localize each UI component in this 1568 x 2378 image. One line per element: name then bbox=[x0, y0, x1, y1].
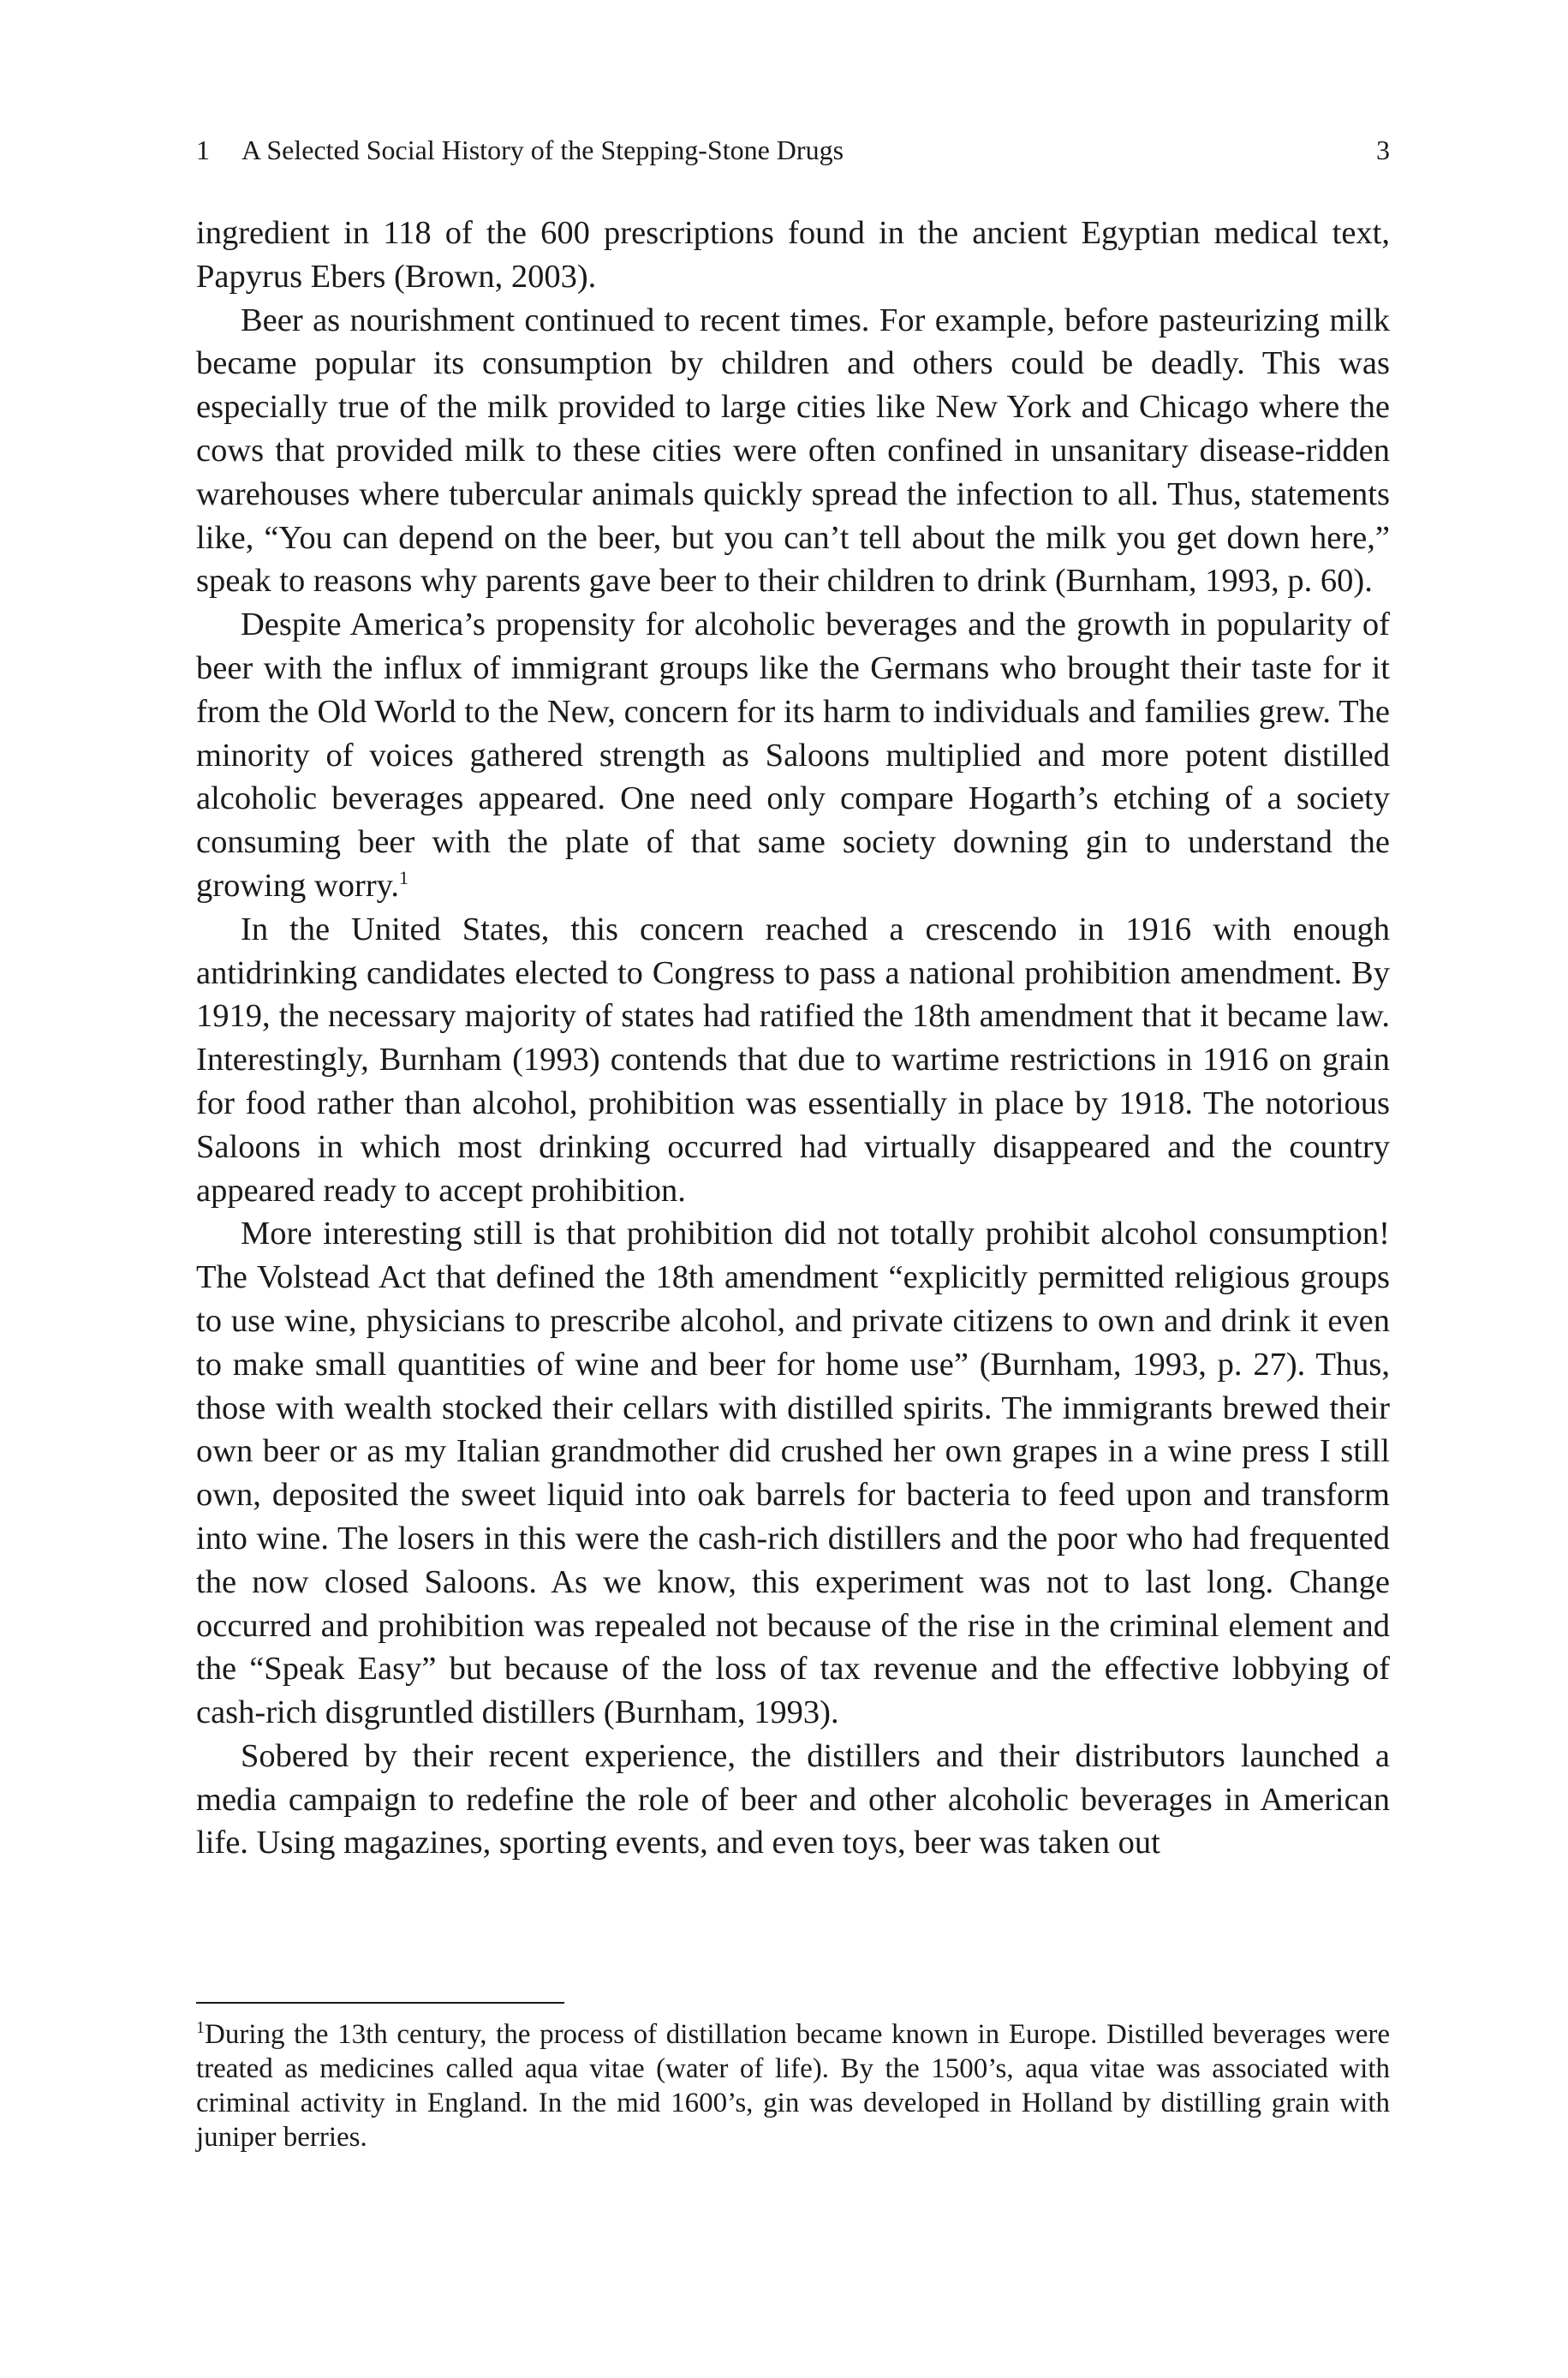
footnote-marker: 1 bbox=[196, 2018, 205, 2037]
paragraph-text: Sobered by their recent experience, the distillers and their distributors launched a media campaign to redefine the role of beer and other alcoholic beverages in American life. Using magazines, sporting events, and even toys, beer was taken out bbox=[196, 1737, 1390, 1861]
paragraph bbox=[196, 1212, 1390, 1735]
paragraph bbox=[196, 1735, 1390, 1865]
running-head bbox=[196, 128, 1390, 171]
paragraph-text: In the United States, this concern reached a crescendo in 1916 with enough antidrinking candidates elected to Congress to pass a national prohibition amendment. By 1919, the necessary majority of states had ratified the 18th amendment that it became law. Interestingly, Burnham (1993) contends that due to wartime restrictions in 1916 on grain for food rather than alcohol, prohibition was essentially in place by 1918. The notorious Saloons in which most drinking occurred had virtually disappeared and the country appeared ready to accept prohibition. bbox=[196, 911, 1390, 1209]
paragraph-text: Beer as nourishment continued to recent times. For example, before pasteurizing milk became popular its consumption by children and others could be deadly. This was especially true of the milk provided to large cities like New York and Chicago where the cows that provided milk to these cities were often confined in unsanitary disease-ridden warehouses where tubercular animals quickly spread the infection to all. Thus, statements like, “You can depend on the beer, but you can’t tell about the milk you get down here,” speak to reasons why parents gave beer to their children to drink (Burnham, 1993, p. 60). bbox=[196, 302, 1390, 600]
body-text bbox=[196, 212, 1390, 1865]
page-number: 3 bbox=[1376, 134, 1390, 165]
paragraph bbox=[196, 212, 1390, 299]
paragraph bbox=[196, 908, 1390, 1213]
paragraph-text: Despite America’s propensity for alcoholic beverages and the growth in popularity of beer with the influx of immigrant groups like the Germans who brought their taste for it from the Old World to the New, concern for its harm to individuals and families grew. The minority of voices gathered strength as Saloons multiplied and more potent distilled alcoholic beverages appeared. One need only compare Hogarth’s etching of a society consuming beer with the plate of that same society downing gin to understand the growing worry. bbox=[196, 606, 1390, 904]
footnotes bbox=[196, 2017, 1390, 2154]
page-content bbox=[196, 128, 1390, 1865]
chapter-number: 1 bbox=[196, 134, 210, 165]
footnote bbox=[196, 2017, 1390, 2154]
paragraph-text: ingredient in 118 of the 600 prescriptions found in the ancient Egyptian medical text, Papyrus Ebers (Brown, 2003). bbox=[196, 215, 1390, 295]
footnote-text: During the 13th century, the process of distillation became known in Europe. Distilled beverages were treated as medicines called aqua vitae (water of life). By the 1500’s, aqua vitae was associated with criminal activity in England. In the mid 1600’s, gin was developed in Holland by distilling grain with juniper berries. bbox=[196, 2019, 1390, 2153]
footnote-divider bbox=[196, 2002, 564, 2004]
paragraph bbox=[196, 603, 1390, 908]
paragraph-text: More interesting still is that prohibition did not totally prohibit alcohol consumption! The Volstead Act that defined the 18th amendment “explicitly permitted religious groups to use wine, physicians to prescribe alcohol, and private citizens to own and drink it even to make small quantities of wine and beer for home use” (Burnham, 1993, p. 27). Thus, those with wealth stocked their cellars with distilled spirits. The immigrants brewed their own beer or as my Italian grandmother did crushed her own grapes in a wine press I still own, deposited the sweet liquid into oak barrels for bacteria to feed upon and transform into wine. The losers in this were the cash-rich distillers and the poor who had frequented the now closed Saloons. As we know, this experiment was not to last long. Change occurred and prohibition was repealed not because of the rise in the criminal element and the “Speak Easy” but because of the loss of tax revenue and the effective lobbying of cash-rich disgruntled distillers (Burnham, 1993). bbox=[196, 1216, 1390, 1731]
chapter-title: A Selected Social History of the Stepping-Stone Drugs bbox=[241, 134, 844, 165]
paragraph bbox=[196, 299, 1390, 604]
footnote-reference[interactable]: 1 bbox=[399, 867, 409, 889]
